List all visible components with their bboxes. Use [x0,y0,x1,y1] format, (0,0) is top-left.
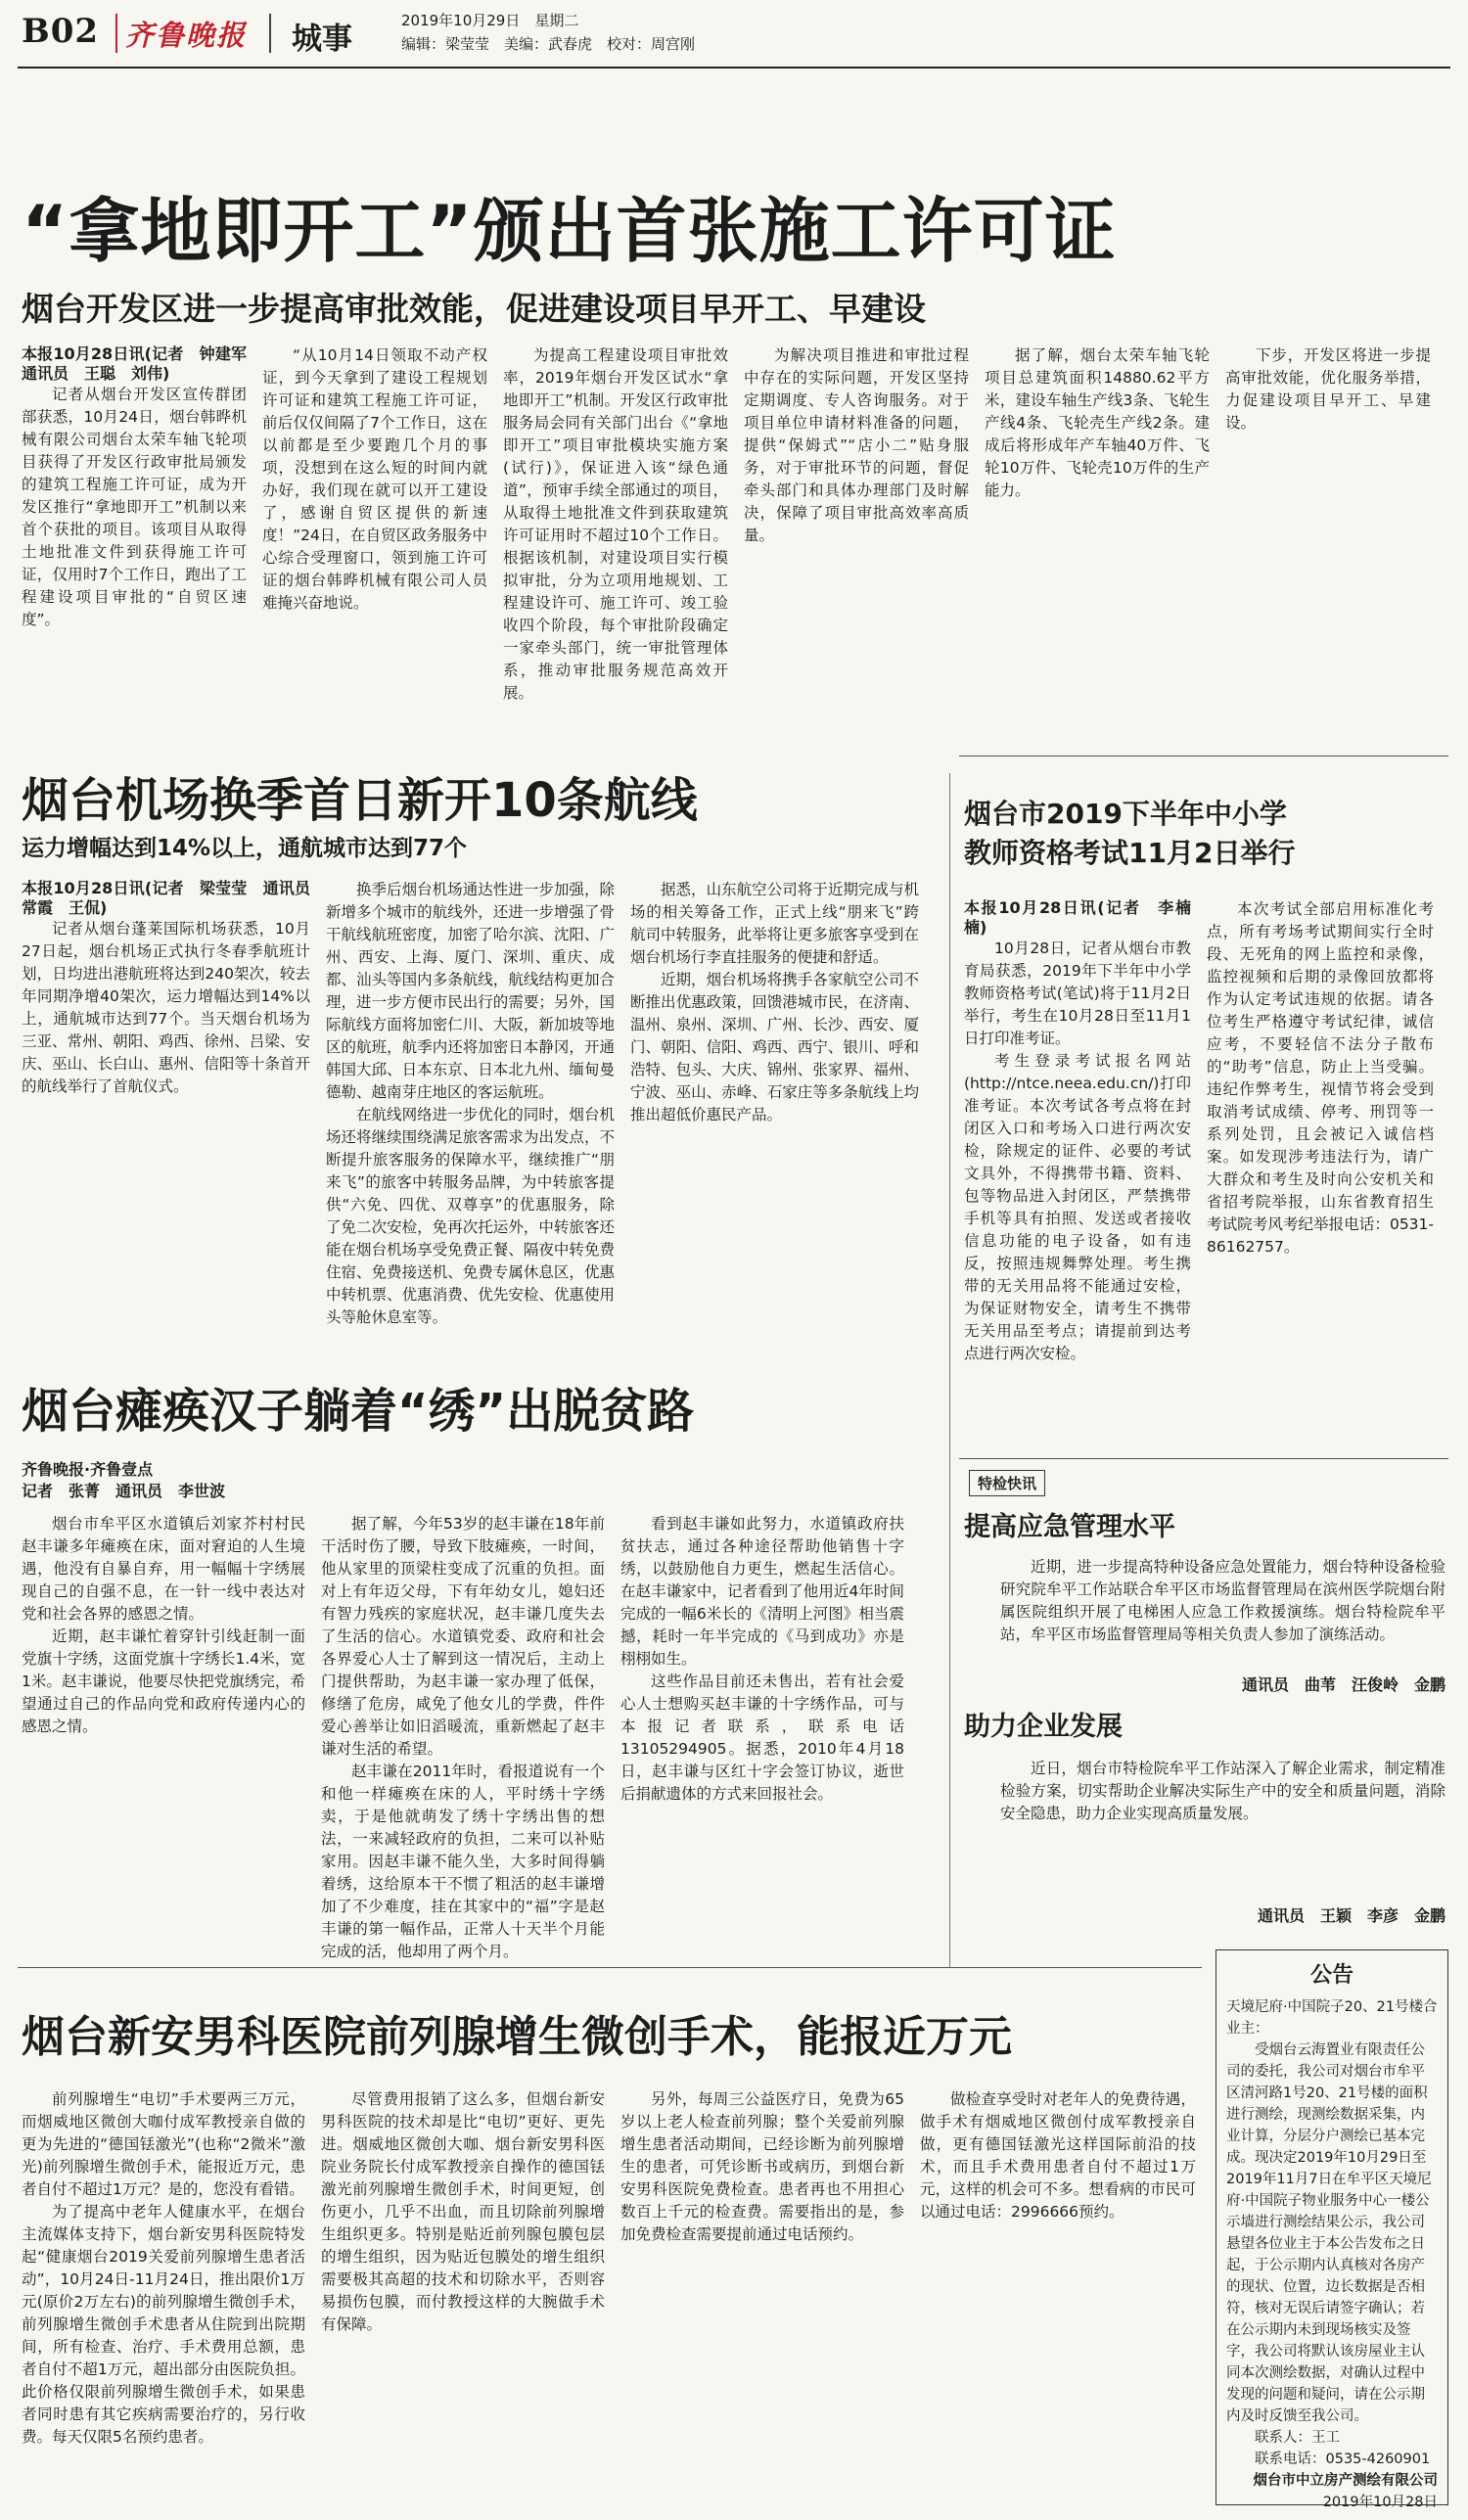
paragraph: 赵丰谦在2011年时，看报道说有一个和他一样瘫痪在床的人，平时绣十字绣卖，于是他就萌发了绣十字绣出售的想法，一来减轻政府的负担，二来可以补贴家用。因赵丰谦不能久坐，大多时间得躺着绣，这给原本干不惯了粗活的赵丰谦增加了不少难度，挂在其家中的“福”字是赵丰谦的第一幅作品，正常人十天半个月能完成的活，他却用了两个月。 [321,1763,605,1960]
paragraph: 近期，烟台机场将携手各家航空公司不断推出优惠政策，回馈港城市民，在济南、温州、泉州、深圳、广州、长沙、西安、厦门、朝阳、信阳、鸡西、西宁、银川、呼和浩特、包头、大庆、锦州、张家界、福州、宁波、巫山、赤峰、石家庄等多条航线上均推出超低价惠民产品。 [630,971,919,1123]
paragraph: 尽管费用报销了这么多，但烟台新安男科医院的技术却是比“电切”更好、更先进。烟威地区微创大咖、烟台新安男科医院业务院长付成军教授亲自操作的德国铥激光前列腺增生微创手术，时间更短，创伤更小，几乎不出血，而且切除前列腺增生组织更多。特别是贴近前列腺包膜包层的增生组织，因为贴近包膜处的增生组织需要极其高超的技术和切除水平，否则容易损伤包膜，而付教授这样的大腕做手术有保障。 [321,2090,605,2333]
poverty-headline: 烟台瘫痪汉子躺着“绣”出脱贫路 [22,1384,695,1439]
notice-title: 公告 [1309,1963,1353,1988]
paragraph: 近期，进一步提高特种设备应急处置能力，烟台特种设备检验研究院牟平工作站联合牟平区市场监督管理局在滨州医学院烟台附属医院组织开展了电梯困人应急工作救援演练。烟台特检院牟平站，牟平区市场监督管理局等相关负责人参加了演练活动。 [1000,1558,1445,1643]
notice-body [1216,1996,1447,2513]
exam-byline: 本报10月28日讯(记者 李楠楠) [964,898,1191,937]
hospital-headline: 烟台新安男科医院前列腺增生微创手术，能报近万元 [22,2012,1012,2062]
masthead-rule [18,67,1450,69]
brief-headline: 提高应急管理水平 [964,1512,1175,1542]
section-name: 城事 [292,22,352,57]
paragraph: 本次考试全部启用标准化考点，所有考场考试期间实行全时段、无死角的网上监控和录像，监控视频和后期的录像回放都将作为认定考试违规的依据。请各位考生严格遵守考试纪律，诚信应考，不要轻信不法分子散布的“助考”信息，防止上当受骗。违纪作弊考生，视情节将会受到取消考试成绩、停考、刑罚等一系列处罚，且会被记入诚信档案。如发现涉考违法行为，请广大群众和考生及时向公安机关和省招考院举报，山东省教育招生考试院考风考纪举报电话：0531-86162757。 [1207,900,1434,1256]
notice-phone: 联系电话：0535-4260901 [1255,2451,1431,2467]
issue-date: 2019年10月29日 星期二 [401,12,579,29]
paragraph: 记者从烟台蓬莱国际机场获悉，10月27日起，烟台机场正式执行冬春季航班计划，日均进出港航班将达到240架次，较去年同期净增40架次，运力增幅达到14%以上，通航城市达到77个。当天烟台机场为三亚、常州、朝阳、鸡西、徐州、吕梁、安庆、巫山、长白山、惠州、信阳等十条首开的航线举行了首航仪式。 [22,920,310,1095]
airport-article [22,879,951,1326]
notice-company: 烟台市中立房产测绘有限公司 [1253,2473,1438,2489]
paragraph: 在航线网络进一步优化的同时，烟台机场还将继续围绕满足旅客需求为出发点，不断提升旅客服务的保障水平，继续推广“朋来飞”的旅客中转服务品牌，为中转旅客提供“六免、四优、双尊享”的优惠服务，除了免二次安检，免再次托运外，中转旅客还能在烟台机场享受免费正餐、隔夜中转免费住宿、免费接送机、免费专属休息区，优惠中转机票、优惠消费、优先安检、优惠使用头等舱休息室等。 [326,1106,615,1326]
column-divider [949,773,950,1458]
paragraph: 据了解，今年53岁的赵丰谦在18年前干活时伤了腰，导致下肢瘫痪，一时间，他从家里的顶梁柱变成了沉重的负担。面对上有年迈父母，下有年幼女儿，媳妇还有智力残疾的家庭状况，赵丰谦几度失去了生活的信心。水道镇党委、政府和社会各界爱心人士了解到这一情况后，主动上门提供帮助，为赵丰谦一家办理了低保，修缮了危房，咸免了他女儿的学费，件件爱心善举让如旧滔暖流，重新燃起了赵丰谦对生活的希望。 [321,1515,605,1758]
paragraph: 为提高工程建设项目审批效率，2019年烟台开发区试水“拿地即开工”机制。开发区行政审批服务局会同有关部门出台《“拿地即开工”项目审批模块实施方案(试行)》，保证进入该“绿色通道”，预审手续全部通过的项目，从取得土地批准文件到获取建筑许可证用时不超过10个工作日。根据该机制，对建设项目实行模拟审批，分为立项用地规划、工程建设许可、施工许可、竣工验收四个阶段，每个审批阶段确定一家牵头部门，统一审批管理体系，推动审批服务规范高效开展。 [503,346,728,702]
notice-contact: 联系人：王工 [1255,2430,1340,2446]
masthead [0,0,1468,69]
paragraph: 为了提高中老年人健康水平，在烟台主流媒体支持下，烟台新安男科医院特发起“健康烟台2019关爱前列腺增生患者活动”，10月24日-11月24日，推出限价1万元(原价2万左右)的前列腺增生微创手术，前列腺增生微创手术患者从住院到出院期间，所有检查、治疗、手术费用总额，患者自付不超1万元，超出部分由医院负担。此价格仅限前列腺增生微创手术，如果患者同时患有其它疾病需要治疗的，另行收费。每天仅限5名预约患者。 [22,2203,305,2446]
divider [115,14,117,53]
paragraph: 据了解，烟台太荣车轴飞轮项目总建筑面积14880.62平方米，建设车轴生产线3条、飞轮生产线4条、飞轮壳生产线2条。建成后将形成年产车轴40万件、飞轮10万件、飞轮壳10万件的生产能力。 [985,346,1210,499]
lead-headline: “拿地即开工”颁出首张施工许可证 [22,190,1117,272]
paragraph: 为解决项目推进和审批过程中存在的实际问题，开发区坚持定期调度、专人咨询服务。对于项目单位申请材料准备的问题，提供“保姆式”“店小二”贴身服务，对于审批环节的问题，督促牵头部门和具体办理部门及时解决，保障了项目审批高效率高质量。 [744,346,969,544]
divider [18,1967,1202,1968]
paragraph: 据悉，山东航空公司将于近期完成与机场的相关筹备工作，正式上线“朋来飞”跨航司中转服务，此举将让更多旅客享受到在烟台机场行李直挂服务的便捷和舒适。 [630,881,919,966]
brief-article [1000,1758,1445,1895]
paragraph: 10月28日，记者从烟台市教育局获悉，2019年下半年中小学教师资格考试(笔试)将于11月2日举行，考生在10月28日至11月1日打印准考证。 [964,939,1191,1047]
paragraph: 近日，烟台市特检院牟平工作站深入了解企业需求，制定精准检验方案，切实帮助企业解决实际生产中的安全和质量问题，消除安全隐患，助力企业实现高质量发展。 [1000,1760,1445,1822]
airport-subheadline: 运力增幅达到14%以上，通航城市达到77个 [22,836,468,861]
exam-article [964,898,1448,1446]
divider [269,14,271,53]
brief-headline: 助力企业发展 [964,1712,1123,1742]
paragraph: 另外，每周三公益医疗日，免费为65岁以上老人检查前列腺；整个关爱前列腺增生患者活动期间，已经诊断为前列腺增生的患者，可凭诊断书或病历，到烟台新安男科医院免费检查。患者再也不用担心数百上千元的检查费。需要指出的是，参加免费检查需要提前通过电话预约。 [620,2090,904,2243]
editor-credits: 编辑：梁莹莹 美编：武春虎 校对：周宫刚 [401,35,696,53]
paragraph: 受烟台云海置业有限责任公司的委托，我公司对烟台市牟平区清河路1号20、21号楼的面积进行测绘，现测绘数据采集，内业计算，分层分户测绘已基本完成。现决定2019年10月29日至2019年11月7日在牟平区天境尼府·中国院子物业服务中心一楼公示墙进行测绘结果公示，我公司悬望各位业主于本公告发布之日起，于公示期内认真核对各房产的现状、位置，边长数据是否相符，核对无误后请签字确认；若在公示期内未到现场核实及签字，我公司将默认该房屋业主认同本次测绘数据，对确认过程中发现的问题和疑问，请在公示期内及时反馈至我公司。 [1226,2042,1432,2424]
brief-article [1000,1556,1445,1672]
divider [959,1458,1448,1459]
public-notice [1216,1949,1448,2510]
paragraph: 下步，开发区将进一步提高审批效能，优化服务举措，力促建设项目早开工、早建设。 [1225,346,1431,432]
exam-headline-line1: 烟台市2019下半年中小学 [964,798,1287,830]
notice-addressee: 天境尼府·中国院子20、21号楼合业主： [1226,1999,1438,2037]
page-number: B02 [22,12,100,51]
lead-article [22,344,1445,728]
brief-signature: 通讯员 王颖 李彦 金鹏 [1257,1906,1445,1925]
brief-signature: 通讯员 曲苇 汪俊岭 金鹏 [1241,1675,1445,1694]
paragraph: 考生登录考试报名网站(http://ntce.neea.edu.cn/)打印准考证。本次考试各考点将在封闭区入口和考场入口进行两次安检，除规定的证件、必要的考试文具外，不得携带书籍、资料、包等物品进入封闭区，严禁携带手机等具有拍照、发送或者接收信息功能的电子设备，如有违反，按照违规舞弊处理。考生携带的无关用品将不能通过安检，为保证财物安全，请考生不携带无关用品至考点；请提前到达考点进行两次安检。 [964,1052,1191,1362]
poverty-byline-source: 齐鲁晚报·齐鲁壹点 [22,1460,154,1479]
lead-byline: 本报10月28日讯(记者 钟建军 通讯员 王聪 刘伟) [22,344,263,383]
paragraph: 烟台市牟平区水道镇后刘家芥村村民赵丰谦多年瘫痪在床，面对窘迫的人生境遇，他没有自暴自弃，用一幅幅十字绣展现自己的自强不息，在一针一线中表达对党和社会各界的感恩之情。 [22,1515,305,1623]
lead-subheadline: 烟台开发区进一步提高审批效能，促进建设项目早开工、早建设 [22,290,926,328]
newspaper-logo: 齐鲁晚报 [125,19,248,52]
paragraph: 这些作品目前还未售出，若有社会爱心人士想购买赵丰谦的十字绣作品，可与本报记者联系，联系电话13105294905。据悉，2010年4月18日，赵丰谦与区红十字会签订协议，逝世后捐献遗体的方式来回报社会。 [620,1672,904,1803]
paragraph: 前列腺增生“电切”手术要两三万元，而烟威地区微创大咖付成军教授亲自做的更为先进的“德国铥激光”(也称“2微米”激光)前列腺增生微创手术，能报近万元，患者自付不超过1万元？是的，您没有看错。 [22,2090,305,2198]
exam-headline-line2: 教师资格考试11月2日举行 [964,837,1296,869]
airport-headline: 烟台机场换季首日新开10条航线 [22,773,698,828]
paragraph: 做检查享受时对老年人的免费待遇，做手术有烟威地区微创付成军教授亲自做，更有德国铥激光这样国际前沿的技术，而且手术费用患者自付不超过1万元，这样的机会可不多。想看病的市民可以通过电话：2996666预约。 [920,2090,1196,2221]
paragraph: 看到赵丰谦如此努力，水道镇政府扶贫扶志，通过各种途径帮助他销售十字绣，以鼓励他自力更生，燃起生活信心。在赵丰谦家中，记者看到了他用近4年时间完成的一幅6米长的《清明上河图》相当震撼，耗时一年半完成的《马到成功》亦是栩栩如生。 [620,1515,904,1668]
poverty-byline: 记者 张菁 通讯员 李世波 [22,1482,226,1500]
paragraph: 近期，赵丰谦忙着穿针引线赶制一面党旗十字绣，这面党旗十字绣长1.4米，宽1米。赵丰谦说，他要尽快把党旗绣完，希望通过自己的作品向党和政府传递内心的感恩之情。 [22,1627,305,1735]
paragraph: 记者从烟台开发区宣传群团部获悉，10月24日，烟台韩晔机械有限公司烟台太荣车轴飞轮项目获得了开发区行政审批局颁发的建筑工程施工许可证，成为开发区推行“拿地即开工”机制以来首个获批的项目。该项目从取得土地批准文件到获得施工许可证，仅用时7个工作日，跑出了工程建设项目审批的“自贸区速度”。 [22,386,247,628]
paragraph: “从10月14日领取不动产权证，到今天拿到了建设工程规划许可证和建筑工程施工许可证，前后仅仅间隔了7个工作日，这在以前都是至少要跑几个月的事项，没想到在这么短的时间内就办好，我们现在就可以开工建设了，感谢自贸区提供的新速度！”24日，在自贸区政务服务中心综合受理窗口，领到施工许可证的烟台韩晔机械有限公司人员难掩兴奋地说。 [262,346,487,612]
paragraph: 换季后烟台机场通达性进一步加强，除新增多个城市的航线外，还进一步增强了骨干航线航班密度，加密了哈尔滨、沈阳、广州、西安、上海、厦门、深圳、重庆、成都、汕头等国内多条航线，航线结构更加合理，进一步方便市民出行的需要；另外，国际航线方面将加密仁川、大阪，新加坡等地区的航班，航季内还将加密日本静冈，开通韩国大邱、日本东京、日本北九州、缅甸曼德勒、越南芽庄地区的客运航班。 [326,881,615,1101]
briefs-tag: 特检快讯 [969,1470,1045,1496]
column-divider [949,1458,950,1967]
poverty-article [22,1513,941,1963]
notice-date: 2019年10月28日 [1322,2495,1438,2510]
hospital-article [22,2088,1206,2504]
airport-byline: 本报10月28日讯(记者 梁莹莹 通讯员 常霞 王侃) [22,879,327,917]
